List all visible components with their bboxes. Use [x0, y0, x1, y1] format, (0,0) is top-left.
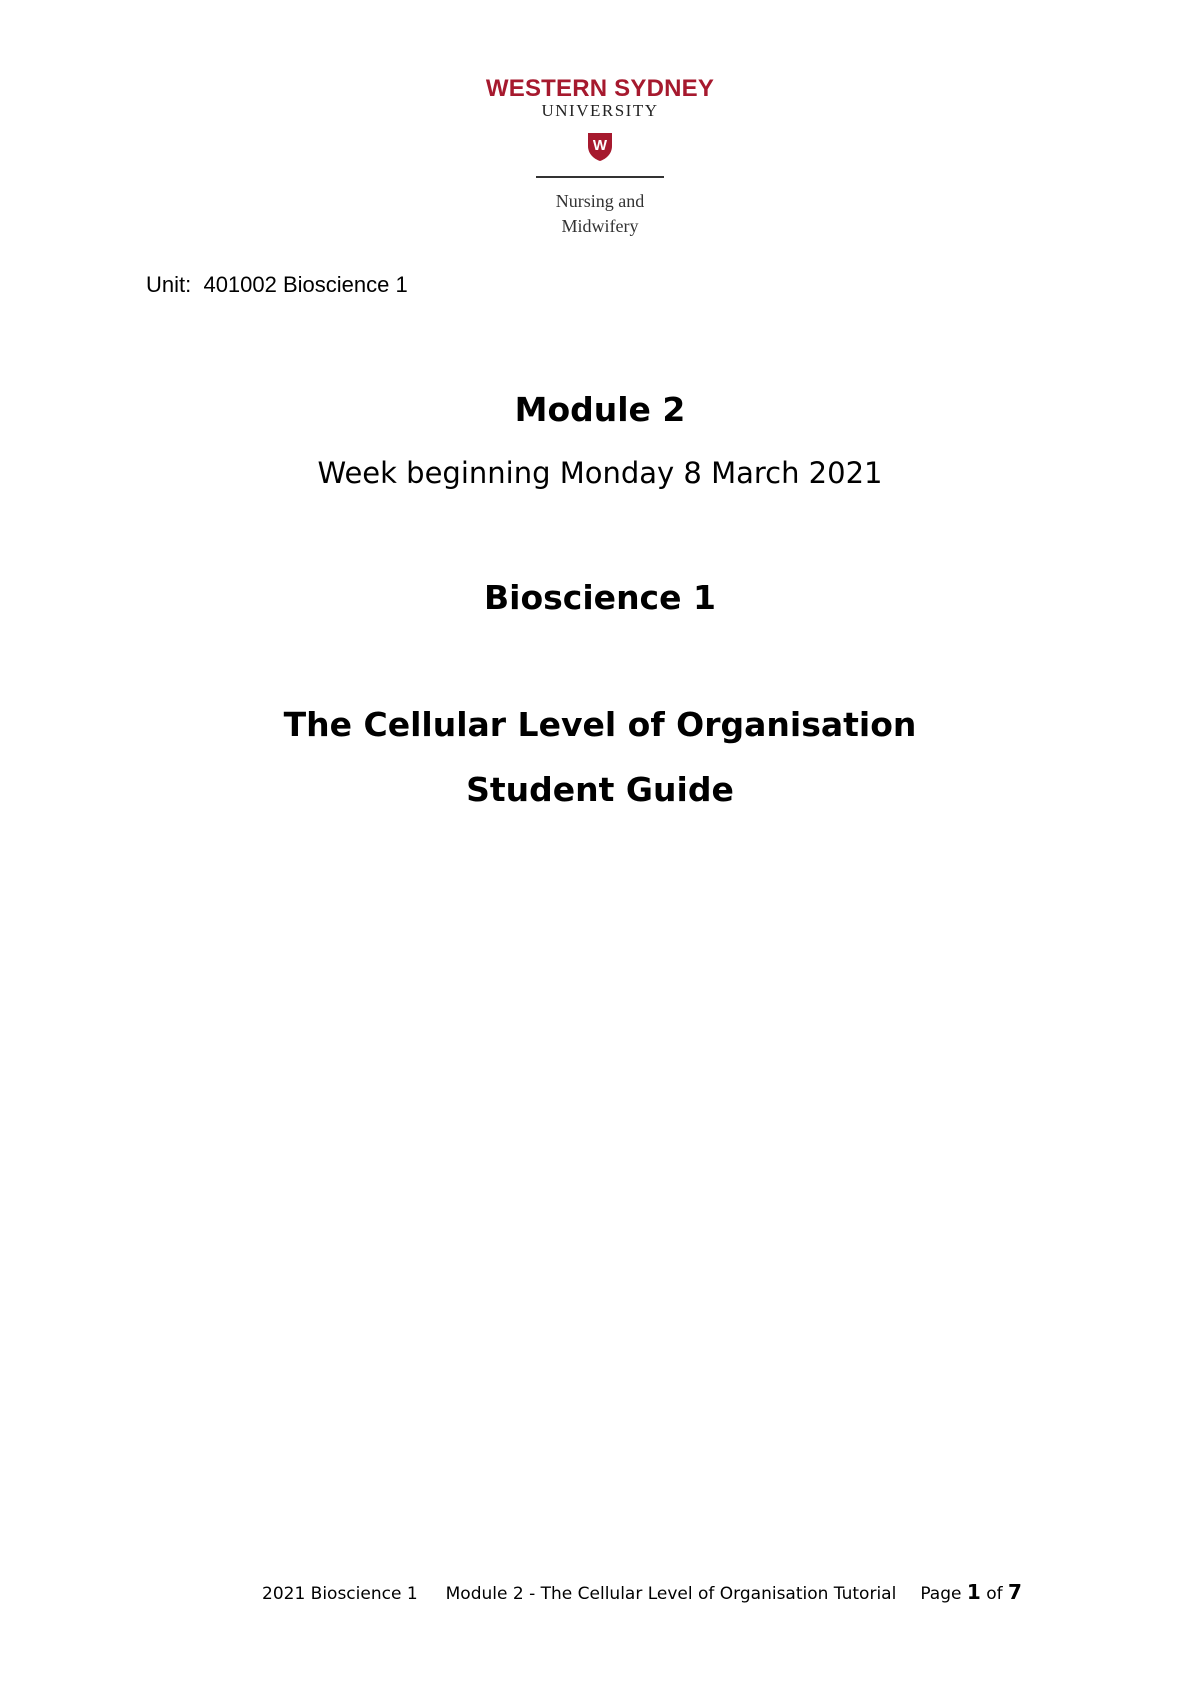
- unit-line: Unit: 401002 Bioscience 1: [146, 272, 408, 297]
- topic-title: The Cellular Level of Organisation: [283, 705, 917, 744]
- footer-title: Module 2 - The Cellular Level of Organisation Tutorial: [445, 1584, 897, 1604]
- university-logo: [0, 76, 1200, 239]
- shield-icon: [587, 132, 613, 162]
- module-title: Module 2: [514, 390, 686, 429]
- logo-university-sub: UNIVERSITY: [541, 101, 659, 120]
- footer-total-pages: 7: [1008, 1580, 1022, 1604]
- footer-page-label: Page: [920, 1584, 962, 1604]
- faculty-line-1: Nursing and: [555, 191, 645, 211]
- logo-divider: [536, 176, 664, 178]
- footer-course: 2021 Bioscience 1: [262, 1584, 418, 1604]
- shield-letter: W: [592, 137, 608, 154]
- guide-title: Student Guide: [466, 770, 734, 809]
- course-title: Bioscience 1: [484, 578, 716, 617]
- week-line: Week beginning Monday 8 March 2021: [317, 456, 883, 490]
- faculty-name: [0, 189, 1200, 239]
- footer-of-label: of: [986, 1584, 1003, 1604]
- logo-university-name: WESTERN SYDNEY: [485, 75, 715, 102]
- page-footer: [262, 1580, 1022, 1604]
- footer-page-number: 1: [966, 1580, 981, 1604]
- faculty-line-2: Midwifery: [561, 216, 639, 236]
